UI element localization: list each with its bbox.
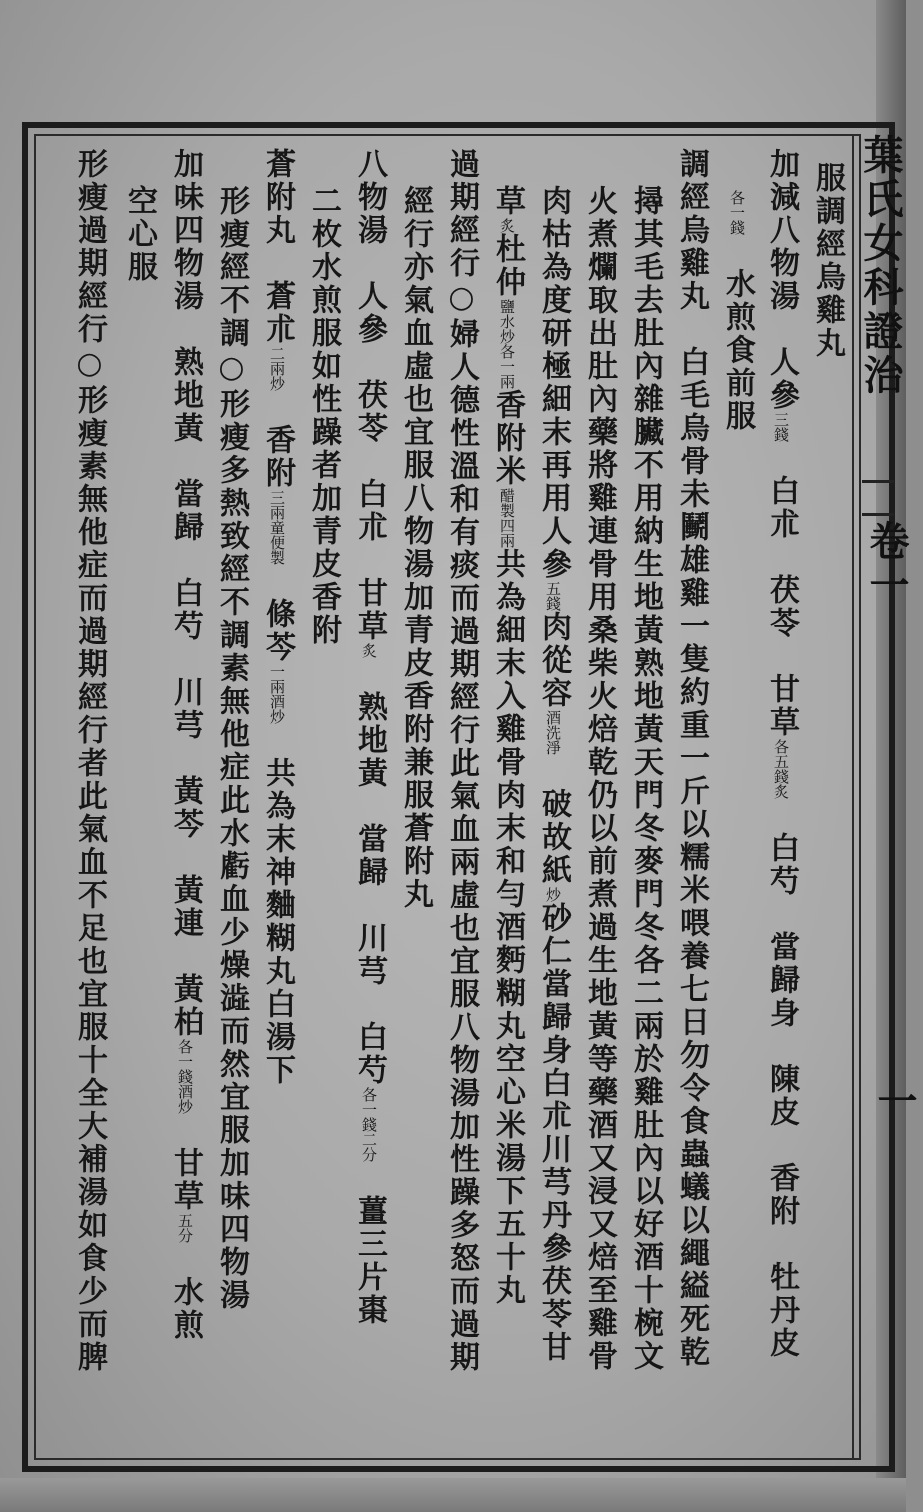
text-column: 過期經行○婦人德性溫和有痰而過期經行此氣血兩虛也宜服八物湯加性躁多怒而過期 [444,148,479,1374]
text-column: 調經烏雞丸 白毛烏骨未鬭雄雞一隻約重一斤以糯米喂養七日勿令食蟲蟻以繩縊死乾 [674,148,709,1369]
text-column: 加減八物湯 人參三錢 白朮 茯苓 甘草各五錢炙 白芍 當歸身 陳皮 香附 牡丹皮 [764,148,799,1360]
folio-number: 一 [871,1080,918,1120]
volume-label: 卷一 [863,520,910,608]
text-column: 撏其毛去肚內雜臟不用納生地黃熟地黃天門冬麥門冬各二兩於雞肚內以好酒十椀文 [628,185,663,1373]
text-column: 肉枯為度研極細末再用人參五錢肉從容酒洗淨 破故紙炒砂仁當歸身白朮川芎丹參茯苓甘 [536,185,571,1364]
page-bottom-edge [0,1478,906,1512]
text-column: 服調經烏雞丸 [810,162,845,360]
text-column: 形瘦過期經行○形瘦素無他症而過期經行者此氣血不足也宜服十全大補湯如食少而脾 [72,148,107,1374]
fish-tail-mark [862,480,894,516]
text-column: 加味四物湯 熟地黃 當歸 白芍 川芎 黃芩 黃連 黃柏各一錢酒炒 甘草五分 水煎 [168,148,203,1342]
text-column: 二枚水煎服如性躁者加青皮香附 [306,185,341,647]
book-title: 葉氏女科證治 [857,134,904,398]
text-column: 八物湯 人參 茯苓 白朮 甘草炙 熟地黃 當歸 川芎 白芍各一錢二分 薑三片棗 [352,148,387,1327]
text-column: 各一錢 水煎食前服 [720,190,755,433]
text-column: 火煮爛取出肚內藥將雞連骨用桑柴火焙乾仍以前煮過生地黃等藥酒又浸又焙至雞骨 [582,185,617,1373]
center-column-rule [852,134,854,1460]
text-column: 形瘦經不調○形瘦多熱致經不調素無他症此水虧血少燥澁而然宜服加味四物湯 [214,185,249,1312]
text-column: 蒼附丸 蒼朮二兩炒 香附三兩童便製 條芩一兩酒炒 共為末神麯糊丸白湯下 [260,148,295,1087]
text-column: 草炙杜仲鹽水炒各一兩香附米醋製四兩共為細末入雞骨肉末和勻酒麪糊丸空心米湯下五十丸 [490,185,525,1307]
text-column: 經行亦氣血虛也宜服八物湯加青皮香附兼服蒼附丸 [398,185,433,911]
text-column: 空心服 [122,185,157,284]
